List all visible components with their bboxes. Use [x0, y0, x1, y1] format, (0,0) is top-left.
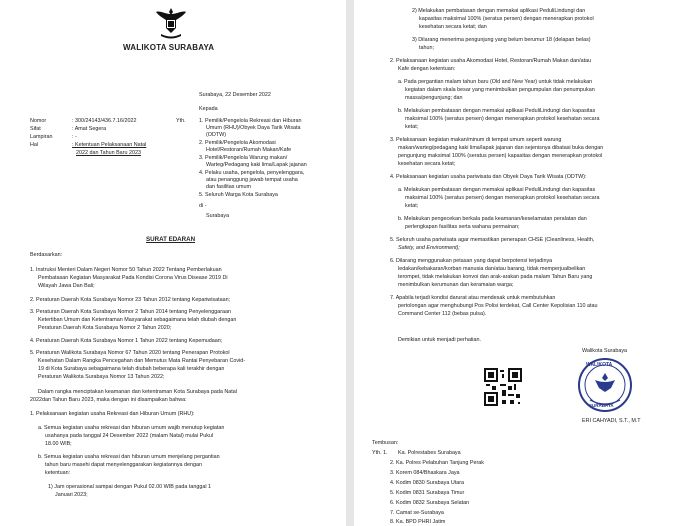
recipient-line: Umum (RHU)/Obyek Daya Tarik Wisata	[206, 125, 301, 131]
basis-line: Peraturan Daerah Kota Surabaya Nomor 2 Tahun 2020;	[38, 325, 172, 331]
cc-item: 7. Camat se-Surabaya	[390, 510, 444, 516]
meta-label: Sifat	[30, 126, 41, 132]
para-line: perlengkapan fasilitas serta wahana permainan;	[405, 224, 520, 230]
basis-line: Kesehatan Dalam Rangka Pencegahan dan Memutus Mata Rantai Penyebaran Covid-	[38, 358, 246, 364]
meta-label: Nomor	[30, 118, 47, 124]
point-line: 1) Jam operasional sampai dengan Pukul 02.00 WIB pada tanggal 1	[48, 484, 212, 490]
point-line: 1. Pelaksanaan kegiatan usaha Rekreasi dan Hiburan Umum (RHU):	[30, 411, 195, 417]
closing-text: Demikian untuk menjadi perhatian.	[398, 337, 482, 343]
point-line: ketentuan:	[45, 470, 71, 476]
item-line: 3) Dilarang menerima pengunjung yang belum berumur 18 (delapan belas)	[412, 37, 591, 43]
stamp-text-2: SURABAYA	[589, 403, 614, 408]
signer-name: ERI CAHYADI, S.T., M.T	[582, 418, 641, 424]
para-line: terompet, tidak melakukan konvoi dan arak-arakan pada malam Tahun Baru yang	[398, 274, 593, 280]
di-label: di -	[199, 203, 207, 209]
recipient-line: Warteg/Pedagang kaki lima/Lapak jajanan	[206, 162, 307, 168]
para-line: Safety, and Environment);	[398, 245, 460, 251]
basis-line: Pembatasan Kegiatan Masyarakat Pada Kondisi Corona Virus Disease 2019 Di	[38, 275, 228, 281]
para-line: maksimal 100% (seratus persen) dengan menerapkan protokol kesehatan secara	[405, 195, 600, 201]
page-divider	[346, 0, 354, 526]
recipient-line: 4. Pelaku usaha, pengelola, penyelenggara,	[199, 170, 305, 176]
para-line: ledakan/kebakaran/korban manusia dan/atau barang, tidak memperjualbelikan	[398, 266, 586, 272]
para-line: makan/warteg/pedagang kaki lima/lapak jajanan dan sejenisnya dibatasi buka dengan	[398, 145, 604, 151]
item-line: kesehatan secara ketat; dan	[419, 24, 487, 30]
cc-item: 4. Kodim 0830 Surabaya Utara	[390, 480, 465, 486]
para-line: kesehatan secara ketat;	[398, 161, 456, 167]
intro-line: Dalam rangka menciptakan keamanan dan ketentraman Kota Surabaya pada Natal	[38, 389, 237, 395]
para-line: b. Melakukan pembatasan dengan memakai aplikasi PeduliLindungi dan kapasitas	[398, 108, 596, 114]
garuda-emblem-icon	[155, 6, 187, 40]
point-line: Januari 2023;	[55, 492, 88, 498]
cc-item: 3. Korem 084/Bhaskara Jaya	[390, 470, 460, 476]
basis-line: 19 di Kota Surabaya sebagaimana telah diubah beberapa kali terakhir dengan	[38, 366, 225, 372]
point-line: tahun baru masehi dapat menyelenggarakan kegiatannya dengan	[45, 462, 203, 468]
para-line: maksimal 100% (seratus persen) dengan menerapkan protokol kesehatan secara	[405, 116, 600, 122]
basis-line: 5. Peraturan Walikota Surabaya Nomor 67 Tahun 2020 tentang Penerapan Protokol	[30, 350, 230, 356]
kepada-label: Kepada	[199, 106, 218, 112]
meta-label: Hal	[30, 142, 39, 148]
basis-line: Peraturan Walikota Surabaya Nomor 13 Tahun 2022;	[38, 374, 165, 380]
doc-title: SURAT EDARAN	[146, 236, 196, 243]
meta-value: : -	[72, 134, 77, 140]
para-line: 2. Pelaksanaan kegiatan usaha Akomodasi Hotel, Restoran/Rumah Makan dan/atau	[390, 58, 592, 64]
right-page	[354, 0, 700, 526]
para-line: 4. Pelaksanaan kegiatan usaha pariwisata dan Obyek Daya Tarik Wisata (ODTW):	[390, 174, 587, 180]
meta-value: : Amat Segera	[72, 126, 107, 132]
item-line: tahun;	[419, 45, 434, 51]
tembusan-label: Tembusan:	[372, 440, 399, 446]
basis-line: Wilayah Jawa Dan Bali;	[38, 283, 95, 289]
point-line: a. Semua kegiatan usaha rekreasi dan hiburan umum wajib menutup kegiatan	[38, 425, 225, 431]
hal-line2: 2022 dan Tahun Baru 2023	[76, 150, 141, 156]
recipient-line: (ODTW)	[206, 132, 227, 138]
point-line: 18.00 WIB;	[45, 441, 72, 447]
para-line: ketat;	[405, 124, 419, 130]
yth-label: Yth.	[176, 118, 186, 124]
left-page	[0, 0, 346, 526]
tembusan-yth: Yth. 1.	[372, 450, 388, 456]
qr-code-icon	[484, 368, 522, 406]
recipient-line: 3. Pemilik/Pengelola Warung makan/	[199, 155, 288, 161]
recipient-line: 5. Seluruh Warga Kota Surabaya	[199, 192, 278, 198]
para-line: menimbulkan kerumunan dan keramaian warga;	[398, 282, 514, 288]
recipient-line: Hotel/Restoran/Rumah Makan/Kafe	[206, 147, 292, 153]
recipient-line: dan fasilitas umum	[206, 184, 251, 190]
stamp-text: WALIKOTA	[586, 362, 613, 368]
basis-line: 3. Peraturan Daerah Kota Surabaya Nomor 2 Tahun 2014 tentang Penyelenggaraan	[30, 309, 231, 315]
item-line: kapasitas maksimal 100% (seratus persen) dengan menerapkan protokol	[419, 16, 594, 22]
para-line: a. Melakukan pembatasan dengan memakai aplikasi PeduliLindungi dan kapasitas	[398, 187, 596, 193]
point-line: usahanya pada tanggal 24 Desember 2022 (malam Natal) mulai Pukul	[45, 433, 214, 439]
para-line: ketat;	[405, 203, 419, 209]
cc-item: Ka. Polrestabes Surabaya	[398, 450, 461, 456]
basis-line: Ketertiban Umum dan Ketentraman Masyarakat sebagaimana telah diubah dengan	[38, 317, 237, 323]
cc-item: 6. Kodim 0832 Surabaya Selatan	[390, 500, 470, 506]
meta-label: Lampiran	[30, 134, 53, 140]
para-line: pertolongan agar menghubungi Pos Polisi terdekat, Call Center Kepolisian 110 atau	[398, 303, 598, 309]
intro-line: 2022dan Tahun Baru 2023, maka dengan ini disampaikan bahwa:	[30, 397, 187, 403]
para-line: kegiatan dalam skala besar yang menimbulkan pengumpulan dan penumpukan	[405, 87, 595, 93]
basis-line: 1. Instruksi Menteri Dalam Negeri Nomor 50 Tahun 2022 Tentang Pemberlakuan	[30, 267, 222, 273]
cc-item: 5. Kodim 0831 Surabaya Timur	[390, 490, 465, 496]
para-line: 6. Dilarang menggunakan petasan yang dapat berpotensi terjadinya	[390, 258, 553, 264]
para-line: Command Center 112 (bebas pulsa).	[398, 311, 487, 317]
recipient-line: 2. Pemilik/Pengelola Akomodasi	[199, 140, 276, 146]
basis-line: 2. Peraturan Daerah Kota Surabaya Nomor 23 Tahun 2012 tentang Kepariwisataan;	[30, 297, 231, 303]
basis-line: 4. Peraturan Daerah Kota Surabaya Nomor 1 Tahun 2022 tentang Kepemudaan;	[30, 338, 223, 344]
para-line: 7. Apabila terjadi kondisi darurat atau mendesak untuk membutuhkan	[390, 295, 556, 301]
recipient-line: 1. Pemilik/Pengelola Rekreasi dan Hiburan	[199, 118, 302, 124]
berdasarkan-label: Berdasarkan:	[30, 252, 63, 258]
para-line: Kafe dengan ketentuan:	[398, 66, 456, 72]
para-line: b. Melakukan pengecekan berkala pada keamanan/keselamatan peralatan dan	[398, 216, 587, 222]
para-line: 3. Pelaksanaan kegiatan makan/minum di tempat umum seperti warung	[390, 137, 562, 143]
recipient-line: atau penanggung jawab tempat usaha	[206, 177, 298, 183]
para-line: 5. Seluruh usaha pariwisata agar memastikan penerapan CHSE (Cleanliness, Health,	[390, 237, 595, 243]
point-line: b. Semua kegiatan usaha rekreasi dan hiburan umum menjelang pergantian	[38, 454, 220, 460]
header-title: WALIKOTA SURABAYA	[123, 43, 215, 52]
signer-title: Walikota Surabaya	[582, 348, 628, 354]
place-date: Surabaya, 22 Desember 2022	[199, 92, 271, 98]
meta-value: : Ketentuan Pelaksanaan Natal	[72, 142, 147, 148]
meta-value: : 300/24143/436.7.16/2022	[72, 118, 137, 124]
cc-item: 2. Ka. Polres Pelabuhan Tanjung Perak	[390, 460, 485, 466]
para-line: a. Pada pergantian malam tahun baru (Old and New Year) untuk tidak melakukan	[398, 79, 593, 85]
item-line: 2) Melakukan pembatasan dengan memakai aplikasi PeduliLindungi dan	[412, 8, 586, 14]
cc-item: 8. Ka. BPD PHRI Jatim	[390, 519, 446, 525]
di-place: Surabaya	[206, 213, 230, 219]
para-line: pengunjung maksimal 100% (seratus persen) kapasitas dengan menerapkan protokol	[398, 153, 603, 159]
para-line: massa/pengunjung; dan	[405, 95, 463, 101]
